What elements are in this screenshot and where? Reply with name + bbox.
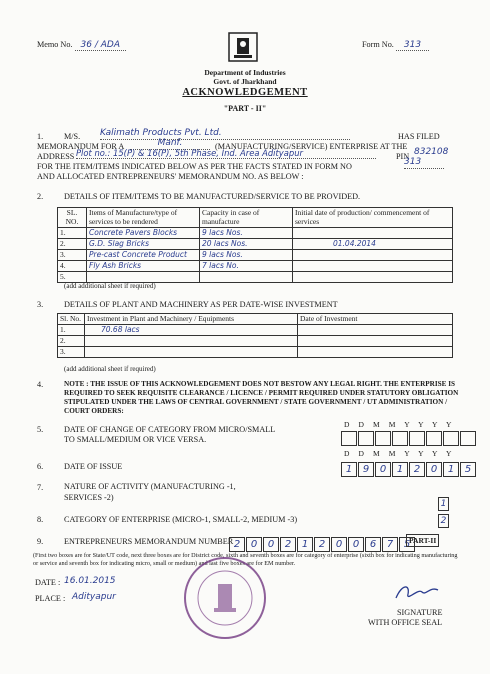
s1-filed: HAS FILED (398, 132, 440, 141)
date-value: 16.01.2015 (64, 576, 116, 586)
row-sl: 2. (58, 239, 87, 250)
form-no-value: 313 (404, 157, 444, 169)
s9-num: 9. (37, 537, 44, 546)
s3-note: (add additional sheet if required) (64, 365, 156, 373)
plant-table (57, 313, 453, 358)
row-date (293, 250, 453, 261)
memo-number: Memo No. 36 / ADA (37, 40, 126, 51)
row-capacity: 7 lacs No. (200, 261, 293, 272)
signature-label: SIGNATURE (397, 608, 443, 617)
row-item: Concrete Pavers Blocks (87, 228, 200, 239)
digit-box: 2 (409, 462, 425, 477)
digit-box: 0 (331, 537, 347, 552)
row-date (293, 228, 453, 239)
s3-header-sl: Sl. No. (58, 314, 85, 325)
digit-box: 2 (314, 537, 330, 552)
digit-box: 5 (399, 537, 415, 552)
digit-box: 1 (297, 537, 313, 552)
s2-note: (add additional sheet if required) (64, 282, 156, 290)
digit-box: 9 (358, 462, 374, 477)
s5-num: 5. (37, 425, 44, 434)
row-sl: 3. (58, 250, 87, 261)
s1-ms: M/S. (64, 132, 81, 141)
digit-box: 0 (426, 462, 442, 477)
s1-pin-label: PIN (396, 152, 410, 161)
row-sl: 5. (58, 272, 87, 283)
digit-box: 7 (382, 537, 398, 552)
s5-text: DATE OF CHANGE OF CATEGORY FROM MICRO/SMALL TO SMALL/MEDIUM OR VICE VERSA. (64, 425, 275, 445)
digit-box: 0 (375, 462, 391, 477)
s3-header-inv: Investment in Plant and Machinery / Equipments (85, 314, 298, 325)
row-capacity: 20 lacs Nos. (200, 239, 293, 250)
s2-title: DETAILS OF ITEM/ITEMS TO BE MANUFACTURED/SERVICE TO BE PROVIDED. (64, 192, 361, 201)
table-row (58, 261, 453, 272)
table-row (58, 250, 453, 261)
row-item: Pre-cast Concrete Product (87, 250, 200, 261)
row-date: 01.04.2014 (293, 239, 453, 250)
s1-items-line: FOR THE ITEM/ITEMS INDICATED BELOW AS PER THE FACTS STATED IN FORM NO (37, 162, 352, 171)
form-number: Form No. 313 (362, 40, 429, 51)
s6-text: DATE OF ISSUE (64, 462, 123, 471)
s2-header-cap: Capacity in case of manufacture (200, 208, 293, 228)
digit-box: 0 (246, 537, 262, 552)
s3-header-date: Date of Investment (298, 314, 453, 325)
s9-text: ENTREPRENEURS MEMORANDUM NUMBER (64, 537, 234, 546)
row-sl: 1. (58, 325, 85, 336)
digit-box: 0 (263, 537, 279, 552)
s6-num: 6. (37, 462, 44, 471)
table-row (58, 325, 453, 336)
s2-header-sl: SL. NO. (58, 208, 87, 228)
row-sl: 2. (58, 336, 85, 347)
office-seal (183, 556, 267, 640)
s7-text: NATURE OF ACTIVITY (MANUFACTURING -1, SERVICES -2) (64, 482, 236, 502)
s4-num: 4. (37, 380, 44, 389)
table-row (58, 347, 453, 358)
signature-scribble (392, 580, 442, 606)
s8-num: 8. (37, 515, 44, 524)
s6-date-header: D D M M Y Y Y Y (344, 449, 456, 458)
s2-num: 2. (37, 192, 44, 201)
enterprise-type: Manf. (130, 138, 210, 150)
s5-date-boxes (341, 431, 477, 451)
doc-title: ACKNOWLEDGEMENT (182, 87, 308, 98)
table-row (58, 336, 453, 347)
emblem-logo (226, 30, 260, 64)
s3-title: DETAILS OF PLANT AND MACHINERY AS PER DATE-WISE INVESTMENT (64, 300, 338, 309)
table-row (58, 228, 453, 239)
table-row (58, 239, 453, 250)
row-investment (85, 336, 298, 347)
place-label: PLACE : (35, 594, 66, 603)
s1-num: 1. (37, 132, 44, 141)
digit-box: 1 (443, 462, 459, 477)
row-item: G.D. Slag Bricks (87, 239, 200, 250)
place-value: Adityapur (72, 592, 116, 602)
company-name: Kalimath Products Pvt. Ltd. (100, 128, 350, 140)
activity-box: 1 (438, 497, 449, 511)
row-sl: 4. (58, 261, 87, 272)
row-date (298, 325, 453, 336)
digit-box: 2 (280, 537, 296, 552)
s7-num: 7. (37, 483, 44, 492)
part-ii-box: PART-II (406, 534, 439, 547)
digit-box: 1 (341, 462, 357, 477)
category-box: 2 (438, 514, 449, 528)
address-value: Plot no.: 15(P) & 16(P), 5th Phase, Ind. Area Adityapur (76, 148, 376, 159)
row-item: Fly Ash Bricks (87, 261, 200, 272)
s1-manuf: (MANUFACTURING/SERVICE) ENTERPRISE AT THE (215, 142, 408, 151)
row-sl: 1. (58, 228, 87, 239)
seal-label: WITH OFFICE SEAL (368, 618, 443, 627)
footnote: (First two boxes are for State/UT code, next three boxes are for District code, sixth and seventh boxes are for category of enterprise (sixth box for indicating manufacturing or service and seventh box for indicating micro, small or medium) and last five boxes are for EM number. (33, 552, 458, 568)
row-item (87, 272, 200, 283)
digit-box: 5 (460, 462, 476, 477)
row-capacity (200, 272, 293, 283)
digit-box: 6 (365, 537, 381, 552)
digit-box: 2 (229, 537, 245, 552)
date-label: DATE : (35, 578, 61, 587)
dept-line1: Department of Industries (204, 68, 286, 77)
part-label: "PART - II" (223, 104, 267, 113)
table-row (58, 272, 453, 283)
legal-note: NOTE : THE ISSUE OF THIS ACKNOWLEDGEMENT DOES NOT BESTOW ANY LEGAL RIGHT. THE ENTERPRISE IS REQUIRED TO SEEK REQUISITE CLEARANCE / LICENCE / PERMIT REQUIRED UNDER STATUTORY OBLIGATION STIPULATED UNDER THE LAWS OF CENTRAL GOVERNMENT / STATE GOVERNMENT / UT ADMINISTRATION / COURT ORDERS: (64, 380, 459, 415)
dept-line2: Govt. of Jharkhand (213, 77, 277, 86)
row-date (293, 272, 453, 283)
issue-date-boxes (341, 459, 477, 477)
s2-header-date: Initial date of production/ commencement of services (293, 208, 453, 228)
row-date (298, 336, 453, 347)
row-date (298, 347, 453, 358)
row-date (293, 261, 453, 272)
s2-header-item: Items of Manufacture/type of services to be rendered (87, 208, 200, 228)
row-capacity: 9 lacs Nos. (200, 250, 293, 261)
s8-text: CATEGORY OF ENTERPRISE (MICRO-1, SMALL-2, MEDIUM -3) (64, 515, 298, 524)
s1-address-label: ADDRESS (37, 152, 75, 161)
pin-value: 832108 (414, 147, 449, 157)
s1-memo-for: MEMORANDUM FOR A (37, 142, 125, 151)
em-number-boxes (229, 534, 416, 552)
s5-date-header: D D M M Y Y Y Y (344, 420, 456, 429)
row-capacity: 9 lacs Nos. (200, 228, 293, 239)
digit-box: 0 (348, 537, 364, 552)
row-sl: 3. (58, 347, 85, 358)
row-investment (85, 347, 298, 358)
items-table (57, 207, 453, 283)
s3-num: 3. (37, 300, 44, 309)
s1-allocated: AND ALLOCATED ENTREPRENEURS' MEMORANDUM NO. AS BELOW : (37, 172, 304, 181)
row-investment: 70.68 lacs (85, 325, 298, 336)
digit-box: 1 (392, 462, 408, 477)
